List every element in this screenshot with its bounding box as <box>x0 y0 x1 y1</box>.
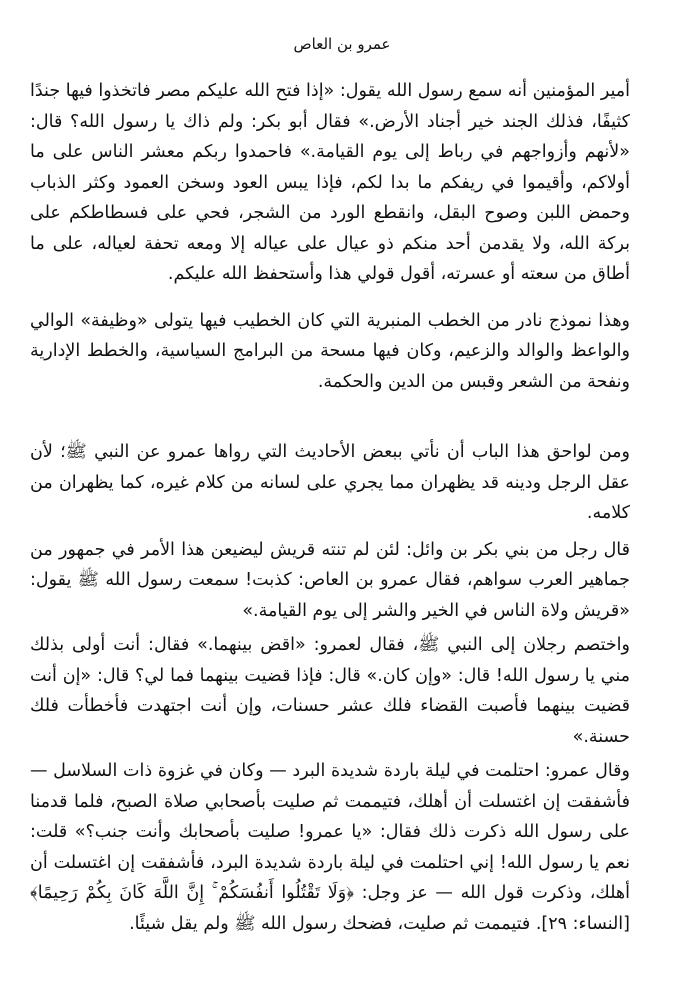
page-body <box>30 76 652 939</box>
paragraph-hadith-intro: ومن لواحق هذا الباب أن نأتي ببعض الأحاديث التي رواها عمرو عن النبي ﷺ؛ لأن عقل الرجل ودينه قد يظهران مما يجري على لسانه من كلام غيره، كما يظهران من كلامه. <box>30 442 630 523</box>
paragraph-khutba-ending: أمير المؤمنين أنه سمع رسول الله يقول: «إذا فتح الله عليكم مصر فاتخذوا فيها جندًا كثيفًا، فذلك الجند خير أجناد الأرض.» فقال أبو بكر: ولم ذاك يا رسول الله؟ قال: «لأنهم وأزواجهم في رباط إلى يوم القيامة.» فاحمدوا ربكم معشر الناس على ما أولاكم، وأقيموا في ريفكم ما بدا لكم، فإذا يبس العود وسخن العمود وكثر الذباب وحمض اللبن وصوح البقل، وانقطع الورد من الشجر، فحي على فسطاطكم على بركة الله، ولا يقدمن أحد منكم ذو عيال على عياله إلا ومعه تحفة لعياله، على ما أطاق من سعته أو عسرته، أقول قولي هذا وأستحفظ الله عليكم. <box>30 81 630 284</box>
paragraph-hadith-quraysh: قال رجل من بني بكر بن وائل: لئن لم تنته قريش ليضيعن هذا الأمر في جمهور من جماهير العرب سواهم، فقال عمرو بن العاص: كذبت! سمعت رسول الله ﷺ يقول: «قريش ولاة الناس في الخير والشر إلى يوم القيامة.» <box>30 539 630 621</box>
paragraph-hadith-tayammum: وقال عمرو: احتلمت في ليلة باردة شديدة البرد — وكان في غزوة ذات السلاسل — فأشفقت إن اغتسلت أن أهلك، فتيممت ثم صليت بأصحابي صلاة الصبح، فلما قدمنا على رسول الله ذكرت ذلك فقال: «يا عمرو! صليت بأصحابك وأنت جنب؟» قلت: نعم يا رسول الله! إني احتلمت في ليلة باردة شديدة البرد، فأشفقت إن اغتسلت أن أهلك، وذكرت قول الله — عز وجل: ﴿وَلَا تَقْتُلُوا أَنفُسَكُمْ ۚ إِنَّ اللَّهَ كَانَ بِكُمْ رَحِيمًا﴾ [النساء: ٢٩]. فتيممت ثم صليت، فضحك رسول الله ﷺ ولم يقل شيئًا. <box>30 761 630 934</box>
paragraph-hadith-judgment: واختصم رجلان إلى النبي ﷺ، فقال لعمرو: «اقض بينهما.» فقال: أنت أولى بذلك مني يا رسول الله! قال: «وإن كان.» قال: فإذا قضيت بينهما فما لي؟ قال: «إن أنت قضيت بينهما فأصبت القضاء فلك عشر حسنات، وإن أنت اجتهدت فأخطأت فلك حسنة.» <box>30 635 630 747</box>
paragraph-khutba-commentary: وهذا نموذج نادر من الخطب المنبرية التي كان الخطيب فيها يتولى «وظيفة» الوالي والواعظ والوالد والزعيم، وكان فيها مسحة من البرامج السياسية، والخطط الإدارية ونفحة من الشعر وقبس من الدين والحكمة. <box>30 310 630 392</box>
running-head: عمرو بن العاص <box>293 35 391 53</box>
